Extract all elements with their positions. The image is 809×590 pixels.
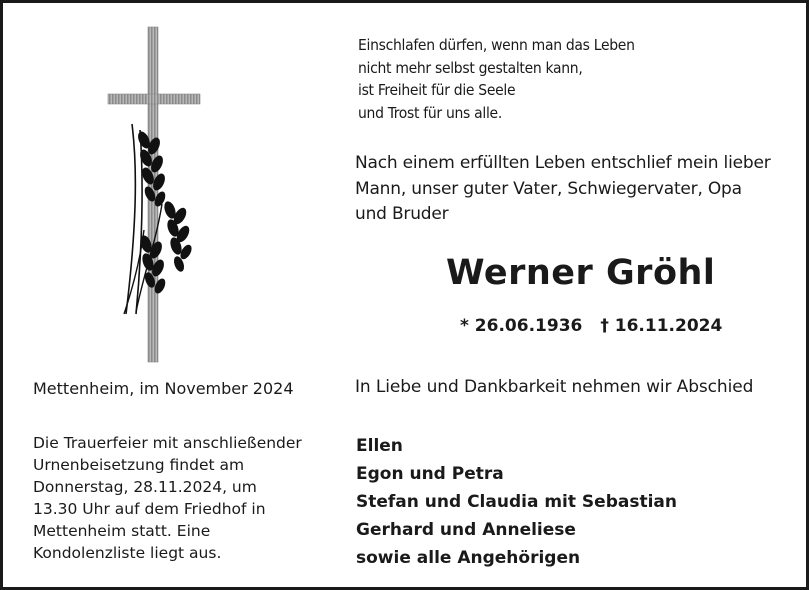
notice-line: Urnenbeisetzung findet am	[33, 456, 245, 474]
notice-line: 13.30 Uhr auf dem Friedhof in	[33, 500, 266, 518]
intro-line: Mann, unser guter Vater, Schwiegervater, Opa	[355, 178, 742, 199]
notice-line: Kondolenzliste liegt aus.	[33, 544, 222, 562]
poem-line: Einschlafen dürfen, wenn man das Leben	[358, 36, 635, 54]
mourner-entry: Egon und Petra	[356, 464, 504, 484]
intro-text	[355, 151, 771, 228]
poem	[358, 34, 635, 124]
death-date: † 16.11.2024	[600, 316, 723, 336]
notice-line: Donnerstag, 28.11.2024, um	[33, 478, 257, 496]
mourner-entry: Stefan und Claudia mit Sebastian	[356, 492, 677, 512]
poem-line: ist Freiheit für die Seele	[358, 81, 516, 99]
notice-line: Mettenheim statt. Eine	[33, 522, 211, 540]
cross-with-wheat-icon	[100, 22, 220, 367]
mourners-list	[356, 432, 677, 572]
poem-line: und Trost für uns alle.	[358, 103, 502, 122]
intro-line: und Bruder	[355, 204, 449, 224]
mourner-entry: sowie alle Angehörigen	[356, 548, 581, 568]
mourner-entry: Gerhard und Anneliese	[356, 520, 576, 540]
intro-line: Nach einem erfüllten Leben entschlief mein lieber	[355, 153, 771, 173]
notice-line: Die Trauerfeier mit anschließender	[33, 434, 302, 452]
place-date: Mettenheim, im November 2024	[33, 379, 294, 398]
mourner-entry: Ellen	[356, 436, 403, 456]
farewell-line: In Liebe und Dankbarkeit nehmen wir Abschied	[355, 377, 754, 397]
life-dates	[460, 316, 722, 336]
funeral-notice	[33, 432, 302, 564]
birth-date: * 26.06.1936	[460, 316, 583, 336]
deceased-name: Werner Gröhl	[446, 253, 716, 293]
poem-line: nicht mehr selbst gestalten kann,	[358, 58, 583, 77]
